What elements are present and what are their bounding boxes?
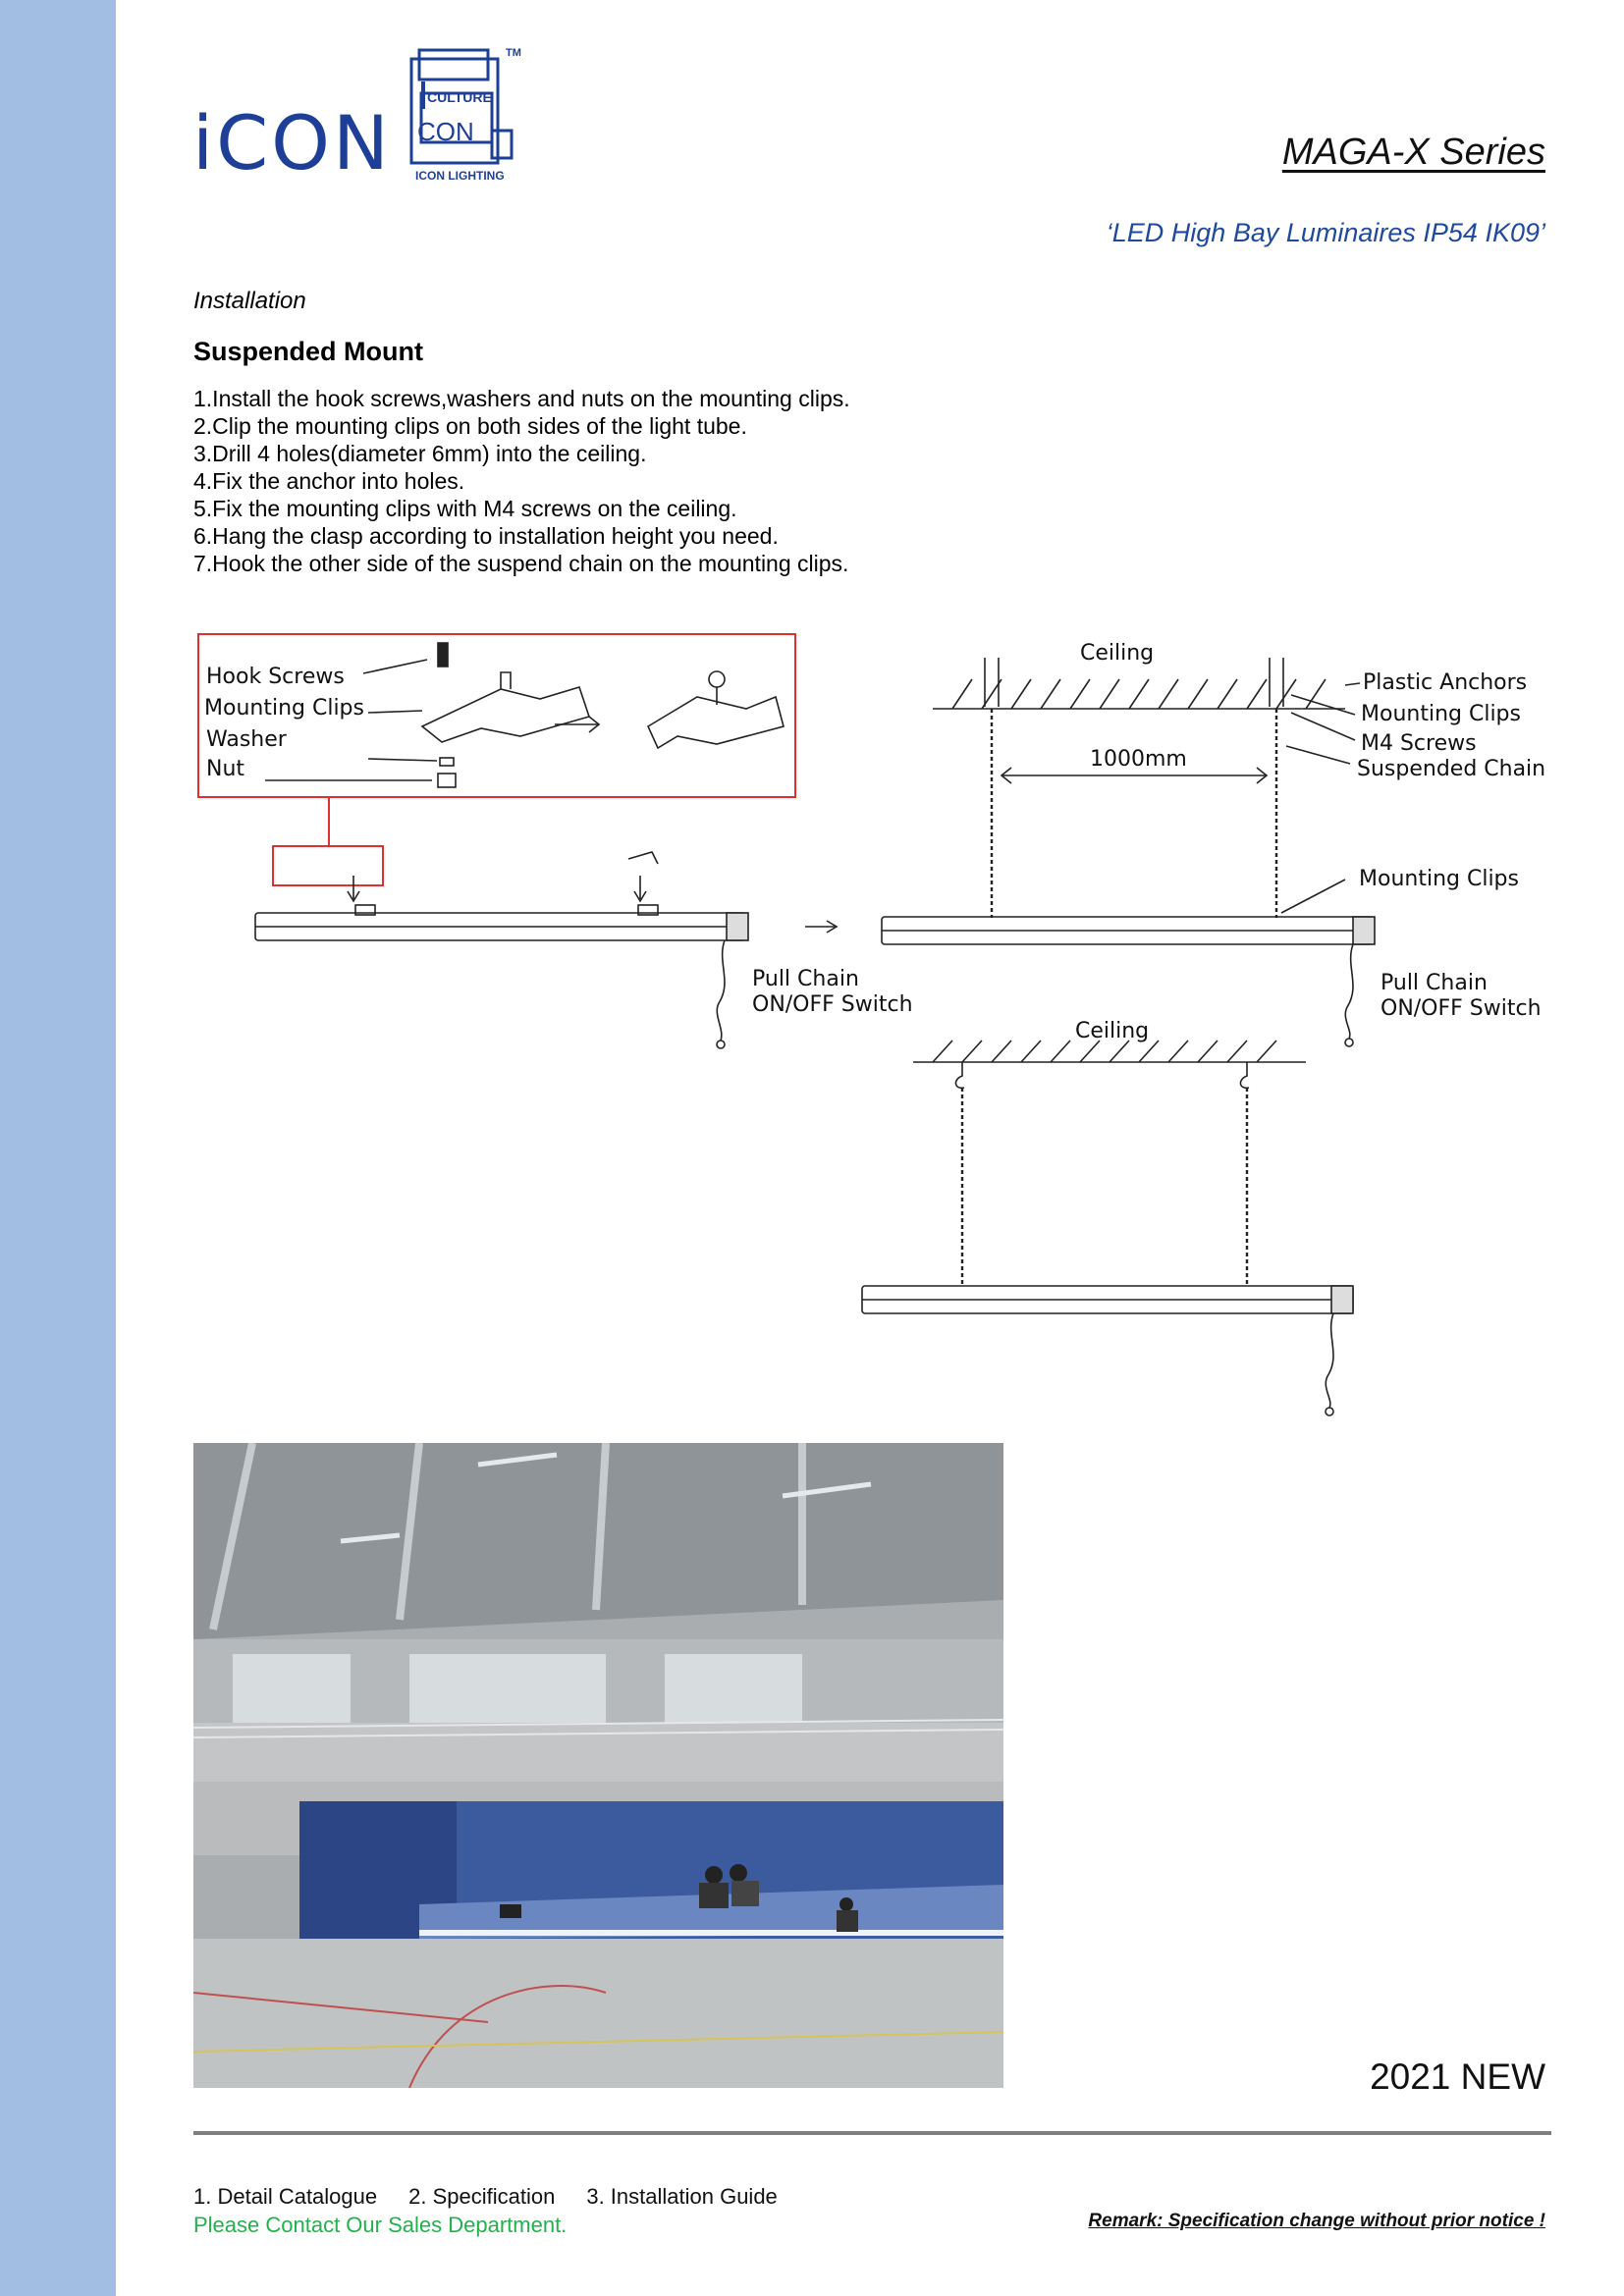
step-item: 3.Drill 4 holes(diameter 6mm) into the ceiling. bbox=[193, 441, 647, 466]
label-ceiling: Ceiling bbox=[1080, 641, 1155, 666]
arrow-icon bbox=[805, 921, 837, 933]
step-item: 1.Install the hook screws,washers and nuts on the mounting clips. bbox=[193, 386, 850, 411]
footer-links bbox=[193, 2184, 778, 2210]
label-dimension: 1000mm bbox=[1090, 747, 1187, 772]
installation-steps bbox=[193, 385, 850, 577]
installation-diagram bbox=[187, 618, 1561, 1423]
label-ceiling-bottom: Ceiling bbox=[1075, 1019, 1150, 1043]
mounting-clip-drawing bbox=[422, 687, 589, 742]
logo-icon-lighting-text: ICON LIGHTING bbox=[415, 169, 505, 183]
arrow-icon bbox=[555, 717, 599, 732]
label-suspended-chain: Suspended Chain bbox=[1357, 757, 1546, 781]
label-switch-left: ON/OFF Switch bbox=[752, 992, 913, 1017]
icon-lighting-logo bbox=[407, 44, 530, 187]
label-switch-right: ON/OFF Switch bbox=[1380, 996, 1542, 1021]
label-washer: Washer bbox=[206, 727, 287, 752]
label-nut: Nut bbox=[206, 757, 245, 781]
label-pull-chain-right: Pull Chain bbox=[1380, 971, 1488, 995]
step-item: 5.Fix the mounting clips with M4 screws on the ceiling. bbox=[193, 496, 737, 521]
series-title: MAGA-X Series bbox=[1281, 132, 1545, 173]
gym-installation-photo bbox=[193, 1443, 1003, 2088]
label-pull-chain-left: Pull Chain bbox=[752, 967, 859, 991]
clip-detail-box bbox=[273, 846, 383, 885]
footer-divider bbox=[193, 2131, 1551, 2135]
label-mounting-clips: Mounting Clips bbox=[204, 696, 364, 721]
footer-link-specification[interactable]: 2. Specification bbox=[408, 2184, 556, 2209]
label-plastic-anchors: Plastic Anchors bbox=[1363, 670, 1528, 695]
remark-note: Remark: Specification change without prior notice ! bbox=[1088, 2211, 1545, 2231]
label-mounting-clips-lower: Mounting Clips bbox=[1359, 867, 1519, 891]
logo-culture-text: CULTURE bbox=[427, 89, 492, 105]
logo-con-text: CON bbox=[417, 117, 474, 146]
logo-trademark-text: TM bbox=[506, 47, 521, 59]
product-subtitle: ‘LED High Bay Luminaires IP54 IK09’ bbox=[1106, 218, 1545, 247]
section-label: Installation bbox=[193, 288, 306, 314]
year-tag: 2021 NEW bbox=[1370, 2056, 1545, 2097]
label-hook-screws: Hook Screws bbox=[206, 665, 345, 689]
footer-link-installation-guide[interactable]: 3. Installation Guide bbox=[586, 2184, 778, 2209]
footer-link-detail-catalogue[interactable]: 1. Detail Catalogue bbox=[193, 2184, 378, 2209]
step-item: 2.Clip the mounting clips on both sides of the light tube. bbox=[193, 413, 747, 439]
side-accent-bar bbox=[0, 0, 116, 2296]
contact-line: Please Contact Our Sales Department. bbox=[193, 2213, 568, 2237]
label-mounting-clips-right: Mounting Clips bbox=[1361, 702, 1521, 726]
section-heading: Suspended Mount bbox=[193, 337, 423, 366]
label-m4-screws: M4 Screws bbox=[1361, 731, 1477, 756]
step-item: 4.Fix the anchor into holes. bbox=[193, 468, 465, 494]
step-item: 6.Hang the clasp according to installation height you need. bbox=[193, 523, 779, 549]
brand-wordmark: iCON bbox=[192, 99, 392, 187]
step-item: 7.Hook the other side of the suspend chain on the mounting clips. bbox=[193, 551, 849, 576]
